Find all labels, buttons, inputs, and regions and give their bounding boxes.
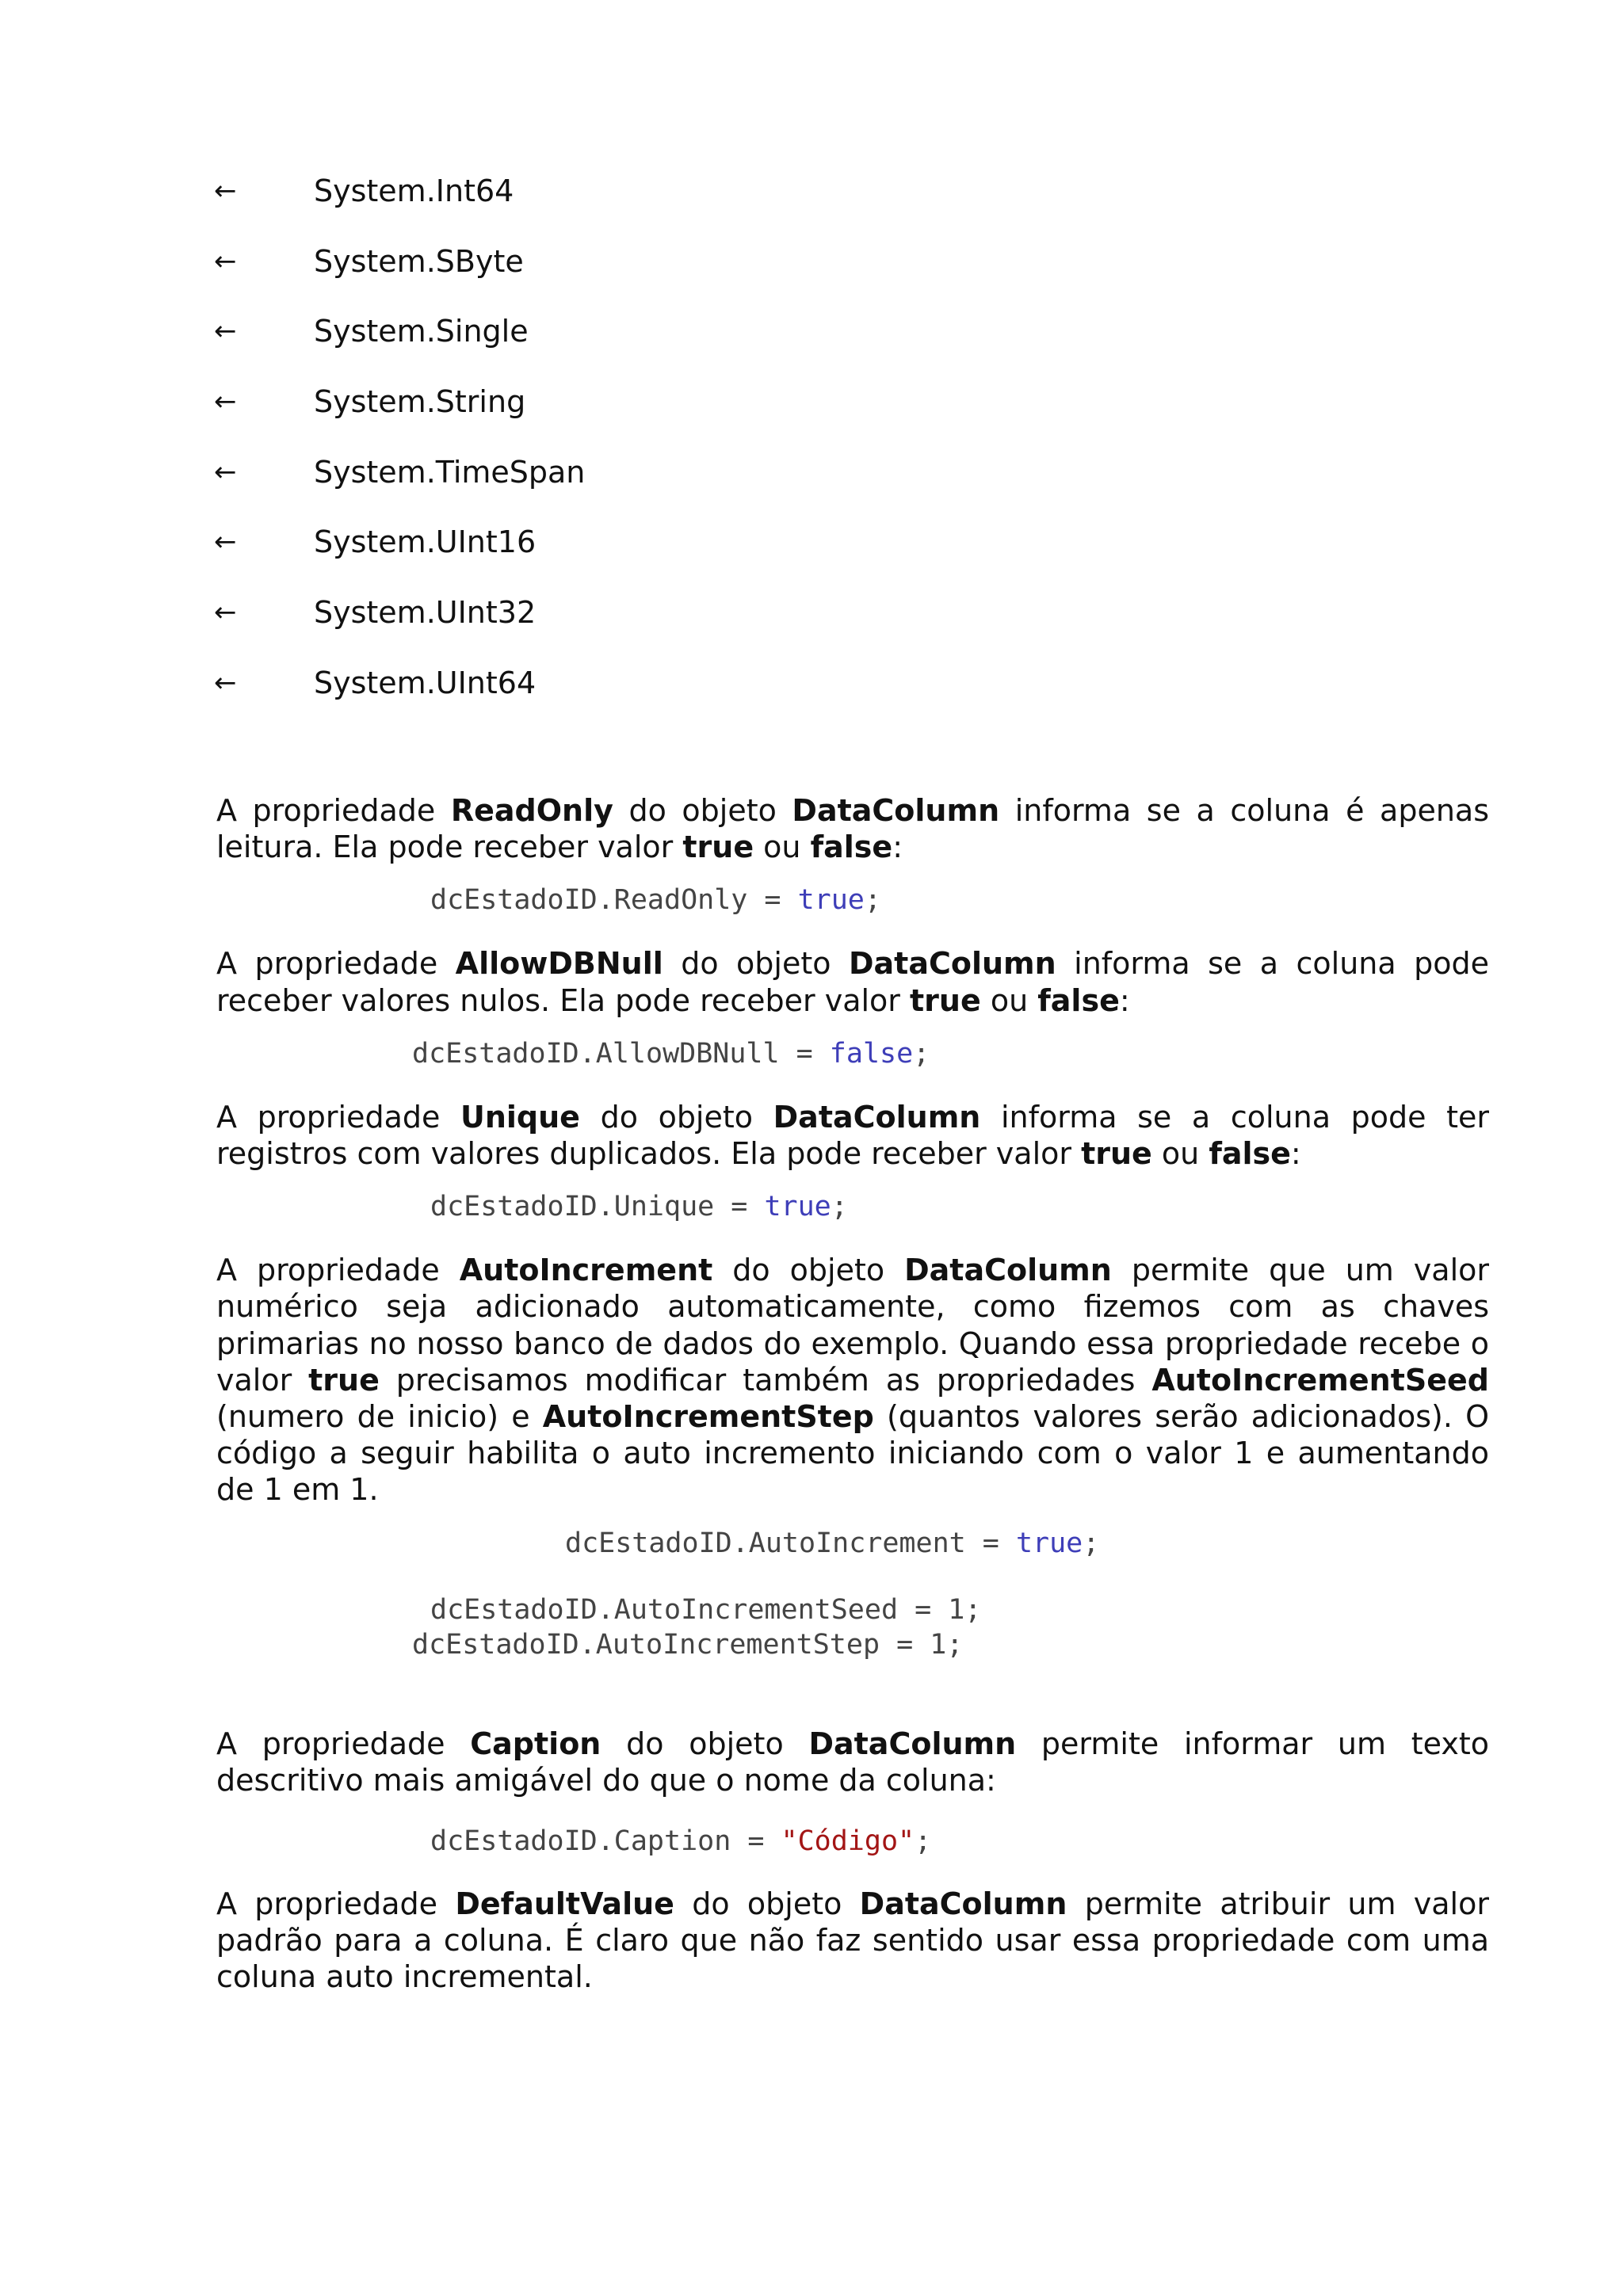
text: do objeto <box>712 1253 905 1288</box>
class-name: DataColumn <box>792 793 1000 828</box>
text: do objeto <box>613 793 792 828</box>
document-body <box>216 792 1489 1996</box>
class-name: DataColumn <box>904 1253 1112 1288</box>
code-text: dcEstadoID.AutoIncrementSeed = 1; <box>430 1593 982 1626</box>
keyword: true <box>308 1362 380 1398</box>
keyword: false <box>1037 982 1120 1018</box>
list-item-text: System.SByte <box>314 243 524 279</box>
text: informa se a coluna pode ter registros com valores duplicados. Ela pode receber valor <box>216 1099 1489 1172</box>
code-text: ; <box>1083 1527 1100 1559</box>
code-text: dcEstadoID.AllowDBNull = <box>412 1037 830 1070</box>
keyword: true <box>910 982 981 1018</box>
left-arrow-icon: ← <box>214 456 237 488</box>
text: A propriedade <box>216 1886 456 1922</box>
text: (numero de inicio) e <box>216 1399 543 1435</box>
text: informa se a coluna é apenas leitura. Ela pode receber valor <box>216 793 1489 865</box>
text: ou <box>980 982 1038 1018</box>
class-name: DataColumn <box>848 946 1056 982</box>
text: A propriedade <box>216 793 451 828</box>
allowdbnull-code-line <box>412 1036 1489 1071</box>
property-name: Caption <box>470 1726 601 1761</box>
text: ou <box>754 830 811 865</box>
code-text: ; <box>913 1037 930 1070</box>
list-item-text: System.Single <box>314 314 529 349</box>
list-item <box>214 238 585 309</box>
unique-code-line <box>430 1189 1489 1224</box>
code-text: dcEstadoID.AutoIncrement = <box>565 1527 1016 1559</box>
list-item-text: System.UInt64 <box>314 665 537 700</box>
code-keyword: true <box>1015 1527 1083 1559</box>
left-arrow-icon: ← <box>214 175 237 207</box>
allowdbnull-paragraph <box>216 945 1489 1018</box>
left-arrow-icon: ← <box>214 526 237 559</box>
keyword: false <box>1209 1136 1291 1172</box>
property-name: AutoIncrementStep <box>542 1399 874 1435</box>
text: A propriedade <box>216 1726 471 1761</box>
keyword: true <box>1081 1136 1152 1172</box>
autoincrementstep-code-line <box>412 1627 1489 1662</box>
keyword: true <box>682 830 754 865</box>
list-item <box>214 168 585 238</box>
code-text: dcEstadoID.ReadOnly = <box>430 884 798 917</box>
property-name: ReadOnly <box>450 793 613 828</box>
left-arrow-icon: ← <box>214 597 237 629</box>
left-arrow-icon: ← <box>214 386 237 418</box>
left-arrow-icon: ← <box>214 315 237 348</box>
unique-paragraph <box>216 1099 1489 1172</box>
code-text: ; <box>915 1825 932 1858</box>
text: permite informar um texto descritivo mais amigável do que o nome da coluna: <box>216 1726 1490 1798</box>
text: : <box>892 830 903 865</box>
list-item <box>214 660 585 730</box>
keyword: false <box>810 830 893 865</box>
text: permite atribuir um valor padrão para a coluna. É claro que não faz sentido usar essa propriedade com uma coluna auto incremental. <box>216 1886 1489 1995</box>
code-keyword: true <box>764 1191 831 1223</box>
property-name: AutoIncrementSeed <box>1151 1362 1489 1398</box>
list-item <box>214 379 585 449</box>
text: informa se a coluna pode receber valores nulos. Ela pode receber valor <box>216 946 1489 1018</box>
readonly-code-line <box>430 883 1489 917</box>
text: A propriedade <box>216 1253 460 1288</box>
text: : <box>1119 982 1130 1018</box>
caption-code-line <box>430 1824 1489 1859</box>
property-name: DefaultValue <box>455 1886 674 1922</box>
code-keyword: true <box>797 884 865 917</box>
text: : <box>1290 1136 1301 1172</box>
autoincrement-paragraph <box>216 1252 1489 1508</box>
readonly-paragraph <box>216 792 1489 865</box>
autoincrementseed-code-line <box>430 1592 1489 1627</box>
class-name: DataColumn <box>808 1726 1017 1761</box>
list-item <box>214 308 585 379</box>
type-list <box>214 168 585 730</box>
text: do objeto <box>663 946 849 982</box>
defaultvalue-paragraph <box>216 1886 1489 1996</box>
text: precisamos modificar também as propriedades <box>379 1362 1152 1398</box>
text: do objeto <box>601 1726 809 1761</box>
list-item-text: System.String <box>314 384 526 420</box>
list-item-text: System.TimeSpan <box>314 454 586 490</box>
caption-paragraph <box>216 1726 1489 1798</box>
text: (quantos valores serão adicionados). O código a seguir habilita o auto incremento iniciando com o valor 1 e aumentando de 1 em 1. <box>216 1399 1489 1508</box>
list-item <box>214 449 585 520</box>
list-item <box>214 589 585 660</box>
left-arrow-icon: ← <box>214 245 237 277</box>
text: permite que um valor numérico seja adicionado automaticamente, como fizemos com as chaves primarias no nosso banco de dados do exemplo. Quando essa propriedade recebe o valor <box>216 1253 1490 1398</box>
list-item-text: System.Int64 <box>314 174 514 208</box>
text: A propriedade <box>216 946 456 982</box>
code-text: ; <box>864 884 881 917</box>
text: ou <box>1151 1136 1209 1172</box>
code-string: "Código" <box>781 1825 915 1858</box>
text: A propriedade <box>216 1099 460 1135</box>
list-item <box>214 519 585 589</box>
autoincrement-code-line <box>565 1526 1489 1561</box>
list-item-text: System.UInt32 <box>314 595 537 631</box>
text: do objeto <box>579 1099 773 1135</box>
code-text: dcEstadoID.AutoIncrementStep = 1; <box>412 1628 964 1661</box>
class-name: DataColumn <box>773 1099 981 1135</box>
code-text: dcEstadoID.Unique = <box>430 1191 765 1223</box>
list-item-text: System.UInt16 <box>314 524 537 560</box>
code-text: ; <box>831 1191 848 1223</box>
code-keyword: false <box>829 1037 914 1070</box>
property-name: AllowDBNull <box>455 946 663 982</box>
property-name: AutoIncrement <box>459 1253 713 1288</box>
code-text: dcEstadoID.Caption = <box>430 1825 781 1858</box>
text: do objeto <box>674 1886 860 1922</box>
property-name: Unique <box>460 1099 580 1135</box>
left-arrow-icon: ← <box>214 666 237 699</box>
class-name: DataColumn <box>859 1886 1067 1922</box>
